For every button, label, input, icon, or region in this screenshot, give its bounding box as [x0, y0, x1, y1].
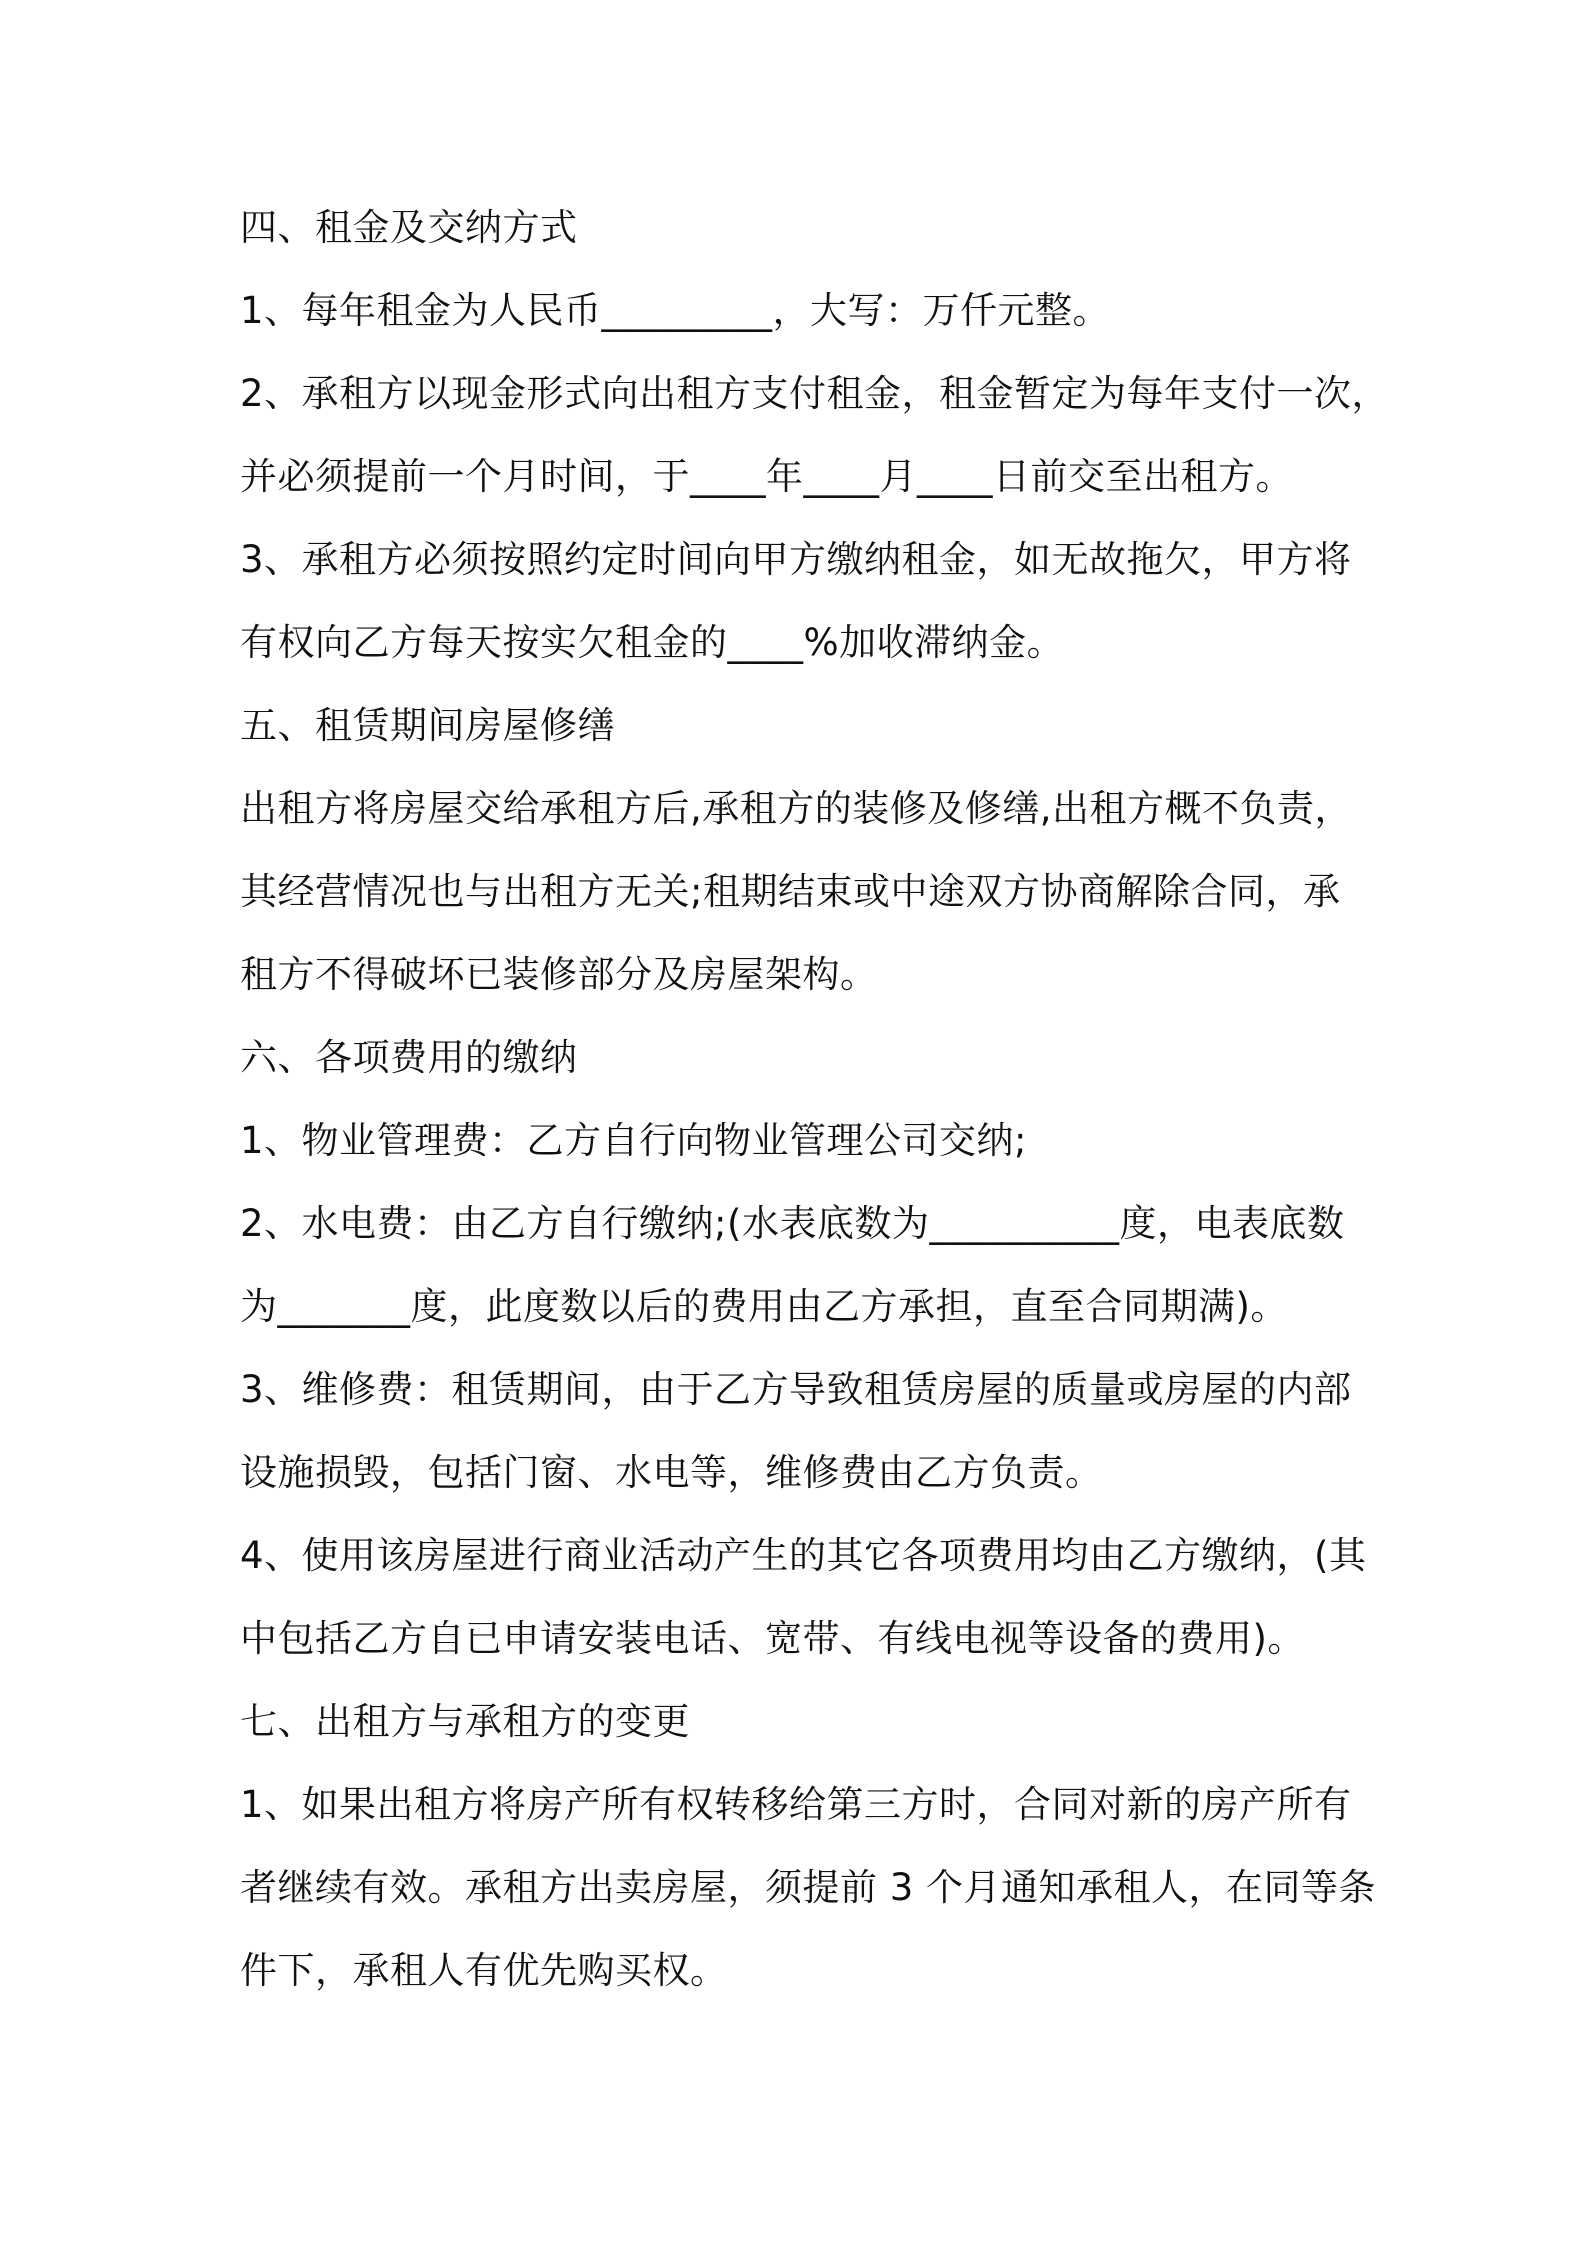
section-heading-fees: 六、各项费用的缴纳 — [240, 1036, 578, 1079]
paragraph-line: 3、维修费：租赁期间，由于乙方导致租赁房屋的质量或房屋的内部 — [240, 1368, 1352, 1411]
paragraph-line: 租方不得破坏已装修部分及房屋架构。 — [240, 953, 878, 996]
document-body — [240, 198, 1390, 2024]
paragraph-line: 为_______度，此度数以后的费用由乙方承担，直至合同期满)。 — [240, 1285, 1288, 1328]
paragraph-line: 4、使用该房屋进行商业活动产生的其它各项费用均由乙方缴纳，(其 — [240, 1534, 1367, 1577]
paragraph-line: 者继续有效。承租方出卖房屋，须提前 3 个月通知承租人，在同等条 — [240, 1866, 1377, 1909]
paragraph-line: 件下，承租人有优先购买权。 — [240, 1949, 728, 1992]
paragraph-line: 其经营情况也与出租方无关;租期结束或中途双方协商解除合同，承 — [240, 870, 1341, 913]
section-heading-repairs: 五、租赁期间房屋修缮 — [240, 704, 615, 747]
paragraph-line: 中包括乙方自已申请安装电话、宽带、有线电视等设备的费用)。 — [240, 1617, 1305, 1660]
paragraph-line: 出租方将房屋交给承租方后,承租方的装修及修缮,出租方概不负责， — [240, 787, 1353, 830]
paragraph-line: 1、每年租金为人民币_________，大写：万仟元整。 — [240, 289, 1111, 332]
paragraph-line: 有权向乙方每天按实欠租金的____%加收滞纳金。 — [240, 621, 1065, 664]
paragraph-line: 3、承租方必须按照约定时间向甲方缴纳租金，如无故拖欠，甲方将 — [240, 538, 1352, 581]
paragraph-line: 2、承租方以现金形式向出租方支付租金，租金暂定为每年支付一次， — [240, 372, 1390, 415]
paragraph-line: 设施损毁，包括门窗、水电等，维修费由乙方负责。 — [240, 1451, 1103, 1494]
section-heading-changes: 七、出租方与承租方的变更 — [240, 1700, 690, 1743]
section-heading-rent-payment: 四、租金及交纳方式 — [240, 206, 578, 249]
paragraph-line: 并必须提前一个月时间，于____年____月____日前交至出租方。 — [240, 455, 1293, 498]
paragraph-line: 1、物业管理费：乙方自行向物业管理公司交纳; — [240, 1119, 1028, 1162]
paragraph-line: 2、水电费：由乙方自行缴纳;(水表底数为__________度，电表底数 — [240, 1202, 1345, 1245]
paragraph-line: 1、如果出租方将房产所有权转移给第三方时，合同对新的房产所有 — [240, 1783, 1352, 1826]
